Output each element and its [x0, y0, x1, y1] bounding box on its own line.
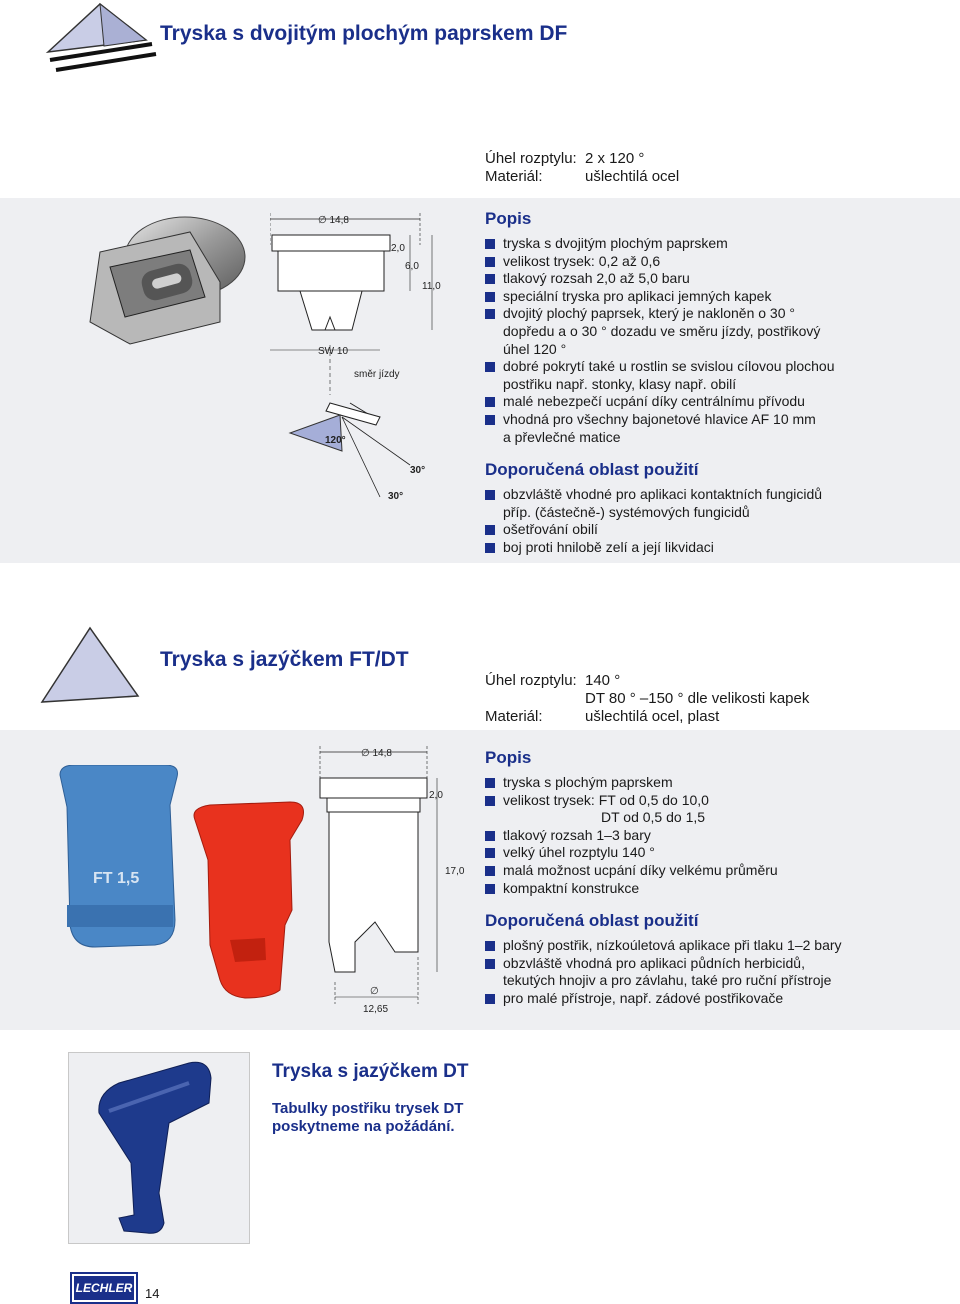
- dt-photo-frame: [68, 1052, 250, 1244]
- df-dim-20: 2,0: [391, 243, 405, 254]
- df-spec: [485, 150, 679, 186]
- df-material-value: ušlechtilá ocel: [585, 168, 680, 185]
- ft-tech-drawing: [315, 742, 475, 1022]
- list-item: dobré pokrytí také u rostlin se svislou cílovou plochou: [485, 358, 945, 376]
- df-popis-list: [485, 235, 945, 446]
- ft-dim-170: 17,0: [445, 866, 465, 877]
- ft-red-nozzle-photo: [190, 800, 310, 1000]
- list-item: boj proti hnilobě zelí a její likvidaci: [485, 539, 945, 557]
- list-item: tlakový rozsah 1–3 bary: [485, 827, 945, 845]
- list-item: dopředu a o 30 ° dozadu ve směru jízdy, postřikový: [503, 322, 821, 339]
- dt-nozzle-photo: [69, 1053, 249, 1243]
- ft-popis-title: Popis: [485, 748, 532, 767]
- list-item: velikost trysek: 0,2 až 0,6: [485, 253, 945, 271]
- list-item: plošný postřik, nízkoúletová aplikace při tlaku 1–2 bary: [485, 937, 945, 955]
- df-logo-triangle: [40, 0, 160, 80]
- list-item: obzvláště vhodná pro aplikaci půdních herbicidů,: [485, 955, 945, 973]
- ft-angle-value: 140 °: [585, 672, 621, 689]
- df-angle-value: 2 x 120 °: [585, 150, 645, 167]
- list-item: DT od 0,5 do 1,5: [601, 809, 706, 826]
- lechler-logo: LECHLER: [70, 1272, 138, 1304]
- list-item: tekutých hnojiv a pro závlahu, také pro ruční přístroje: [503, 972, 832, 989]
- ft-dim-148: ∅ 14,8: [361, 748, 392, 759]
- list-item: tryska s dvojitým plochým paprskem: [485, 235, 945, 253]
- df-usage-list: [485, 486, 945, 556]
- list-item: dvojitý plochý paprsek, který je nakloněn o 30 °: [485, 305, 945, 323]
- df-angle-label: Úhel rozptylu:: [485, 150, 577, 167]
- list-item: kompaktní konstrukce: [485, 880, 945, 898]
- page-number: 14: [145, 1286, 160, 1301]
- ft-angle-value2: DT 80 ° –150 ° dle velikosti kapek: [585, 690, 810, 707]
- list-item: ošetřování obilí: [485, 521, 945, 539]
- ft-nozzle-label: FT 1,5: [93, 870, 140, 887]
- df-dim-148: ∅ 14,8: [318, 215, 349, 226]
- list-item: vhodná pro všechny bajonetové hlavice AF 10 mm: [485, 411, 945, 429]
- ft-dim-1265-sym: ∅: [370, 986, 379, 997]
- df-nozzle-photo: [70, 212, 250, 352]
- df-angle-30a: 30°: [410, 465, 426, 476]
- dt-note-line2: poskytneme na požádání.: [272, 1118, 455, 1135]
- ft-logo-triangle: [40, 624, 140, 706]
- list-item: a převlečné matice: [503, 428, 621, 445]
- list-item: malé nebezpečí ucpání díky centrálnímu přívodu: [485, 393, 945, 411]
- ft-dim-20: 2,0: [429, 790, 443, 801]
- list-item: tlakový rozsah 2,0 až 5,0 baru: [485, 270, 945, 288]
- ft-blue-nozzle-photo: [55, 765, 185, 950]
- ft-usage-list: [485, 937, 945, 1007]
- df-dim-60: 6,0: [405, 261, 419, 272]
- df-angle-30b: 30°: [388, 491, 404, 502]
- ft-dim-1265: 12,65: [363, 1004, 389, 1015]
- df-material-label: Materiál:: [485, 168, 543, 185]
- ft-title: Tryska s jazýčkem FT/DT: [160, 648, 409, 671]
- list-item: obzvláště vhodné pro aplikaci kontaktních fungicidů: [485, 486, 945, 504]
- dt-note-line1: Tabulky postřiku trysek DT: [272, 1100, 464, 1117]
- list-item: úhel 120 °: [503, 340, 567, 357]
- list-item: tryska s plochým paprskem: [485, 774, 945, 792]
- df-description: [485, 209, 945, 557]
- dt-note: [272, 1100, 463, 1136]
- list-item: příp. (částečně-) systémových fungicidů: [503, 503, 750, 520]
- list-item: postřiku např. stonky, klasy např. obilí: [503, 375, 737, 392]
- dt-title: Tryska s jazýčkem DT: [272, 1061, 469, 1082]
- ft-spec: [485, 672, 809, 726]
- ft-angle-label: Úhel rozptylu:: [485, 672, 577, 689]
- ft-material-label: Materiál:: [485, 708, 543, 725]
- list-item: malá možnost ucpání díky velkému průměru: [485, 862, 945, 880]
- list-item: speciální tryska pro aplikaci jemných kapek: [485, 288, 945, 306]
- ft-description: [485, 748, 945, 1008]
- list-item: pro malé přístroje, např. zádové postřikovače: [485, 990, 945, 1008]
- df-dim-110: 11,0: [422, 281, 441, 292]
- df-popis-title: Popis: [485, 209, 532, 228]
- ft-material-value: ušlechtilá ocel, plast: [585, 708, 720, 725]
- df-tech-drawing: [270, 205, 450, 505]
- df-dim-sw: SW 10: [318, 346, 349, 357]
- df-dim-dir: směr jízdy: [354, 369, 400, 380]
- ft-usage-title: Doporučená oblast použití: [485, 911, 699, 931]
- list-item: velikost trysek: FT od 0,5 do 10,0: [485, 792, 945, 810]
- list-item: velký úhel rozptylu 140 °: [485, 844, 945, 862]
- df-usage-title: Doporučená oblast použití: [485, 460, 699, 480]
- df-angle-120: 120°: [325, 435, 346, 446]
- ft-popis-list: [485, 774, 945, 897]
- df-title: Tryska s dvojitým plochým paprskem DF: [160, 22, 568, 45]
